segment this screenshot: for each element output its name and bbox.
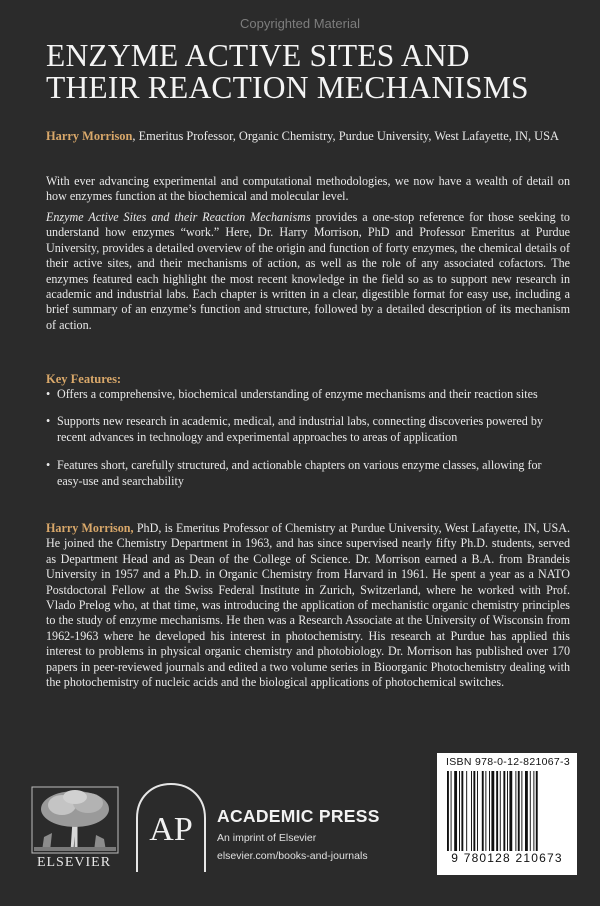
- bio-text: PhD, is Emeritus Professor of Chemistry at Purdue University, West Lafayette, IN, USA. He joined the Chemistry Department in 1963, and has since supervised nearly fifty Ph.D. students, served as Department Head and as Dean of the College of Science. Dr. Morrison earned a B.A. from Brandeis University in 1957 and a Ph.D. in Organic Chemistry from Harvard in 1961. He spent a year as a NATO Postdoctoral Fellow at the Swiss Federal Institute in Zurich, Switzerland, where he worked with Prof. Vlado Prelog who, at that time, was introducing the application of mechanistic organic chemistry principles to the study of enzyme mechanisms. He then was a Research Associate at the University of Wisconsin from 1962-1963 where he developed his interest in photochemistry. His research at Purdue has applied this interest to problems in physical organic chemistry and photobiology. Dr. Morrison has published over 170 papers in peer-reviewed journals and edited a two volume series in Bioorganic Photochemistry dealing with the photochemistry of nucleic acids and the biological applications of photochemical switches.: [46, 521, 570, 690]
- bullet-icon: •: [46, 414, 51, 429]
- description-text: provides a one-stop reference for those seeking to understand how enzymes “work.” Here, Dr. Harry Morrison, PhD and Professor Emeritus at Purdue University, provides a detailed overview of the origin and function of forty enzymes, the chemical details of their active sites, and their mechanisms of action, as well as the role of any associated cofactors. The enzymes featured each highlight the most recent knowledge in the field so as to support new research in academic and industrial labs. Each chapter is written in a clear, digestible format for easy use, including a brief summary of an enzyme’s function and structure, followed by a detailed description of its mechanism of action.: [46, 210, 570, 332]
- elsevier-wordmark: ELSEVIER: [36, 855, 112, 870]
- book-title: [46, 40, 576, 104]
- copyright-watermark: Copyrighted Material: [240, 16, 360, 31]
- isbn-label: ISBN 978-0-12-821067-3: [446, 756, 570, 768]
- barcode-icon: [447, 771, 569, 851]
- feature-text: Features short, carefully structured, and actionable chapters on various enzyme classes, allowing for easy-use and searchability: [57, 458, 542, 488]
- key-features-heading: Key Features:: [46, 372, 122, 386]
- intro-paragraph: With ever advancing experimental and computational methodologies, we now have a wealth of detail on how enzymes function at the biochemical and molecular level.: [46, 174, 570, 204]
- feature-text: Offers a comprehensive, biochemical understanding of enzyme mechanisms and their reaction sites: [57, 387, 538, 401]
- barcode-box: [437, 753, 577, 875]
- description-book-title: Enzyme Active Sites and their Reaction Mechanisms: [46, 210, 311, 224]
- bullet-icon: •: [46, 387, 51, 401]
- bio-author-name: Harry Morrison,: [46, 521, 134, 535]
- list-item: [46, 458, 570, 489]
- publisher-url: elsevier.com/books-and-journals: [217, 850, 368, 862]
- publisher-imprint: An imprint of Elsevier: [217, 832, 317, 844]
- publisher-name: ACADEMIC PRESS: [217, 806, 380, 826]
- elsevier-tree-logo: [30, 785, 120, 855]
- barcode-digits: 9 780128 210673: [451, 851, 563, 865]
- feature-text: Supports new research in academic, medical, and industrial labs, connecting discoveries powered by recent advances in technology and experimental approaches to areas of application: [57, 414, 543, 444]
- key-features-list: [46, 387, 570, 489]
- author-name: Harry Morrison: [46, 129, 133, 143]
- author-affiliation: , Emeritus Professor, Organic Chemistry, Purdue University, West Lafayette, IN, USA: [132, 129, 559, 143]
- list-item: [46, 387, 570, 402]
- description-paragraph: [46, 210, 570, 333]
- ap-logo-letters: AP: [149, 811, 193, 848]
- academic-press-logo: [133, 780, 209, 876]
- book-title-line-1: ENZYME ACTIVE SITES AND: [46, 38, 470, 73]
- book-title-line-2: THEIR REACTION MECHANISMS: [46, 70, 529, 105]
- bullet-icon: •: [46, 458, 51, 473]
- list-item: [46, 414, 570, 445]
- author-line: [46, 129, 576, 144]
- author-bio-paragraph: [46, 521, 570, 690]
